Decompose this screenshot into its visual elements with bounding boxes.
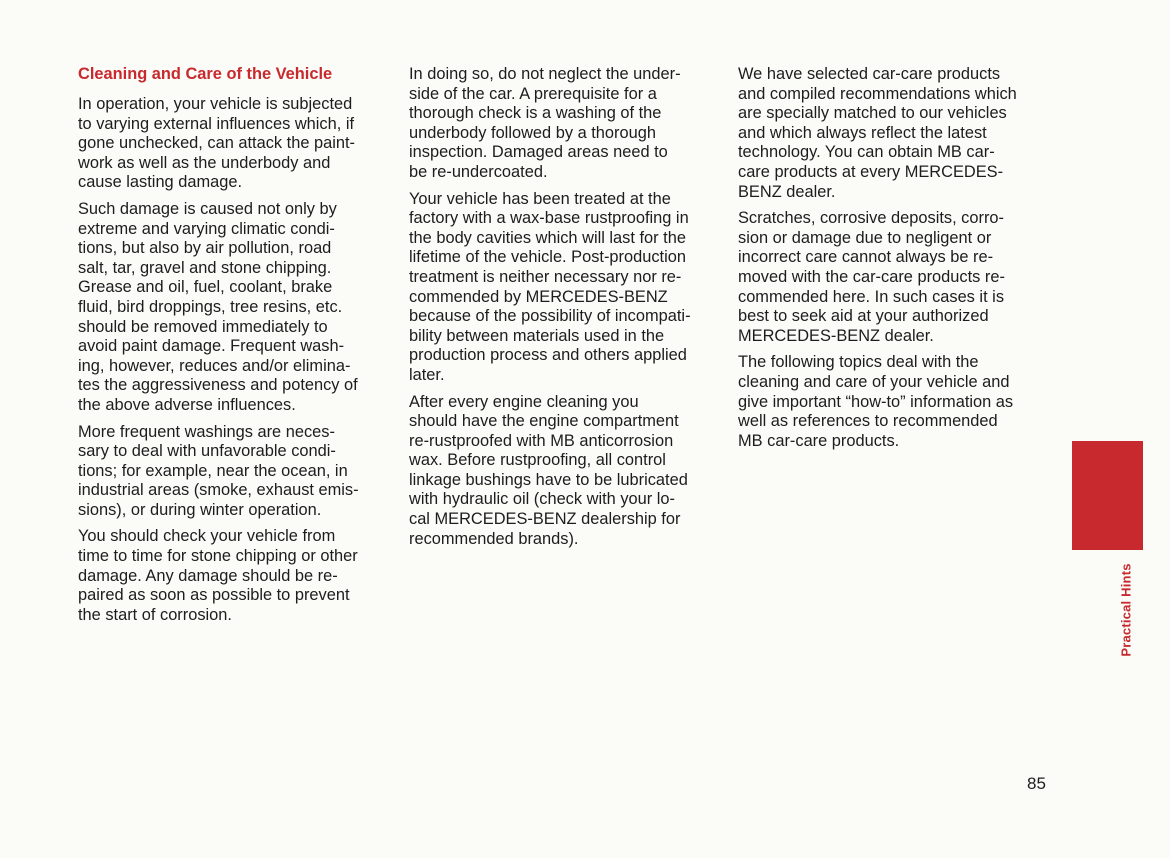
column-2 xyxy=(409,65,721,556)
section-tab-marker xyxy=(1072,441,1143,550)
column-1 xyxy=(78,63,388,632)
paragraph: More frequent washings are neces- sary to deal with unfavorable condi- tions; for example, near the ocean, in industrial areas (smoke, exhaust emis- sions), or during winter operation. xyxy=(78,422,359,519)
section-heading: Cleaning and Care of the Vehicle xyxy=(78,65,333,83)
paragraph: We have selected car-care products and compiled recommendations which are specially matched to our vehicles and which always reflect the latest technology. You can obtain MB car- care products at every MERCEDES- BENZ dealer. xyxy=(738,65,1017,201)
paragraph: You should check your vehicle from time to time for stone chipping or other damage. Any damage should be re- paired as soon as possible to prevent the start of corrosion. xyxy=(78,527,358,624)
paragraph: In operation, your vehicle is subjected to varying external influences which, if gone unchecked, can attack the paint- work as well as the underbody and cause lasting damage. xyxy=(78,95,356,192)
page-number: 85 xyxy=(1027,774,1046,793)
paragraph: The following topics deal with the cleaning and care of your vehicle and give important “how-to” information as well as references to recommended MB car-care products. xyxy=(738,353,1014,450)
paragraph: Your vehicle has been treated at the factory with a wax-base rustproofing in the body cavities which will last for the lifetime of the vehicle. Post-production treatment is neither necessary nor re- commended by MERCEDES-BENZ because of the possibility of incompati- bility between materials used in the production process and others applied later. xyxy=(409,189,691,384)
section-side-label: Practical Hints xyxy=(1118,563,1134,657)
paragraph: Such damage is caused not only by extreme and varying climatic condi- tions, but also by air pollution, road salt, tar, gravel and stone chipping. Grease and oil, fuel, coolant, brake fluid, bird droppings, tree resins, etc. should be removed immediately to avoid paint damage. Frequent wash- ing, however, reduces and/or elimina- tes the aggressiveness and potency of the above adverse influences. xyxy=(78,199,358,414)
column-3 xyxy=(738,65,1050,458)
paragraph: In doing so, do not neglect the under- side of the car. A prerequisite for a thorough check is a washing of the underbody followed by a thorough inspection. Damaged areas need to be re-undercoated. xyxy=(409,65,681,181)
paragraph: Scratches, corrosive deposits, corro- sion or damage due to negligent or incorrect care cannot always be re- moved with the car-care products re- commended here. In such cases it is best to seek aid at your authorized MERCEDES-BENZ dealer. xyxy=(738,209,1005,345)
paragraph: After every engine cleaning you should have the engine compartment re-rustproofed with MB anticorrosion wax. Before rustproofing, all control linkage bushings have to be lubricated with hydraulic oil (check with your lo- cal MERCEDES-BENZ dealership for recommended brands). xyxy=(409,392,688,548)
